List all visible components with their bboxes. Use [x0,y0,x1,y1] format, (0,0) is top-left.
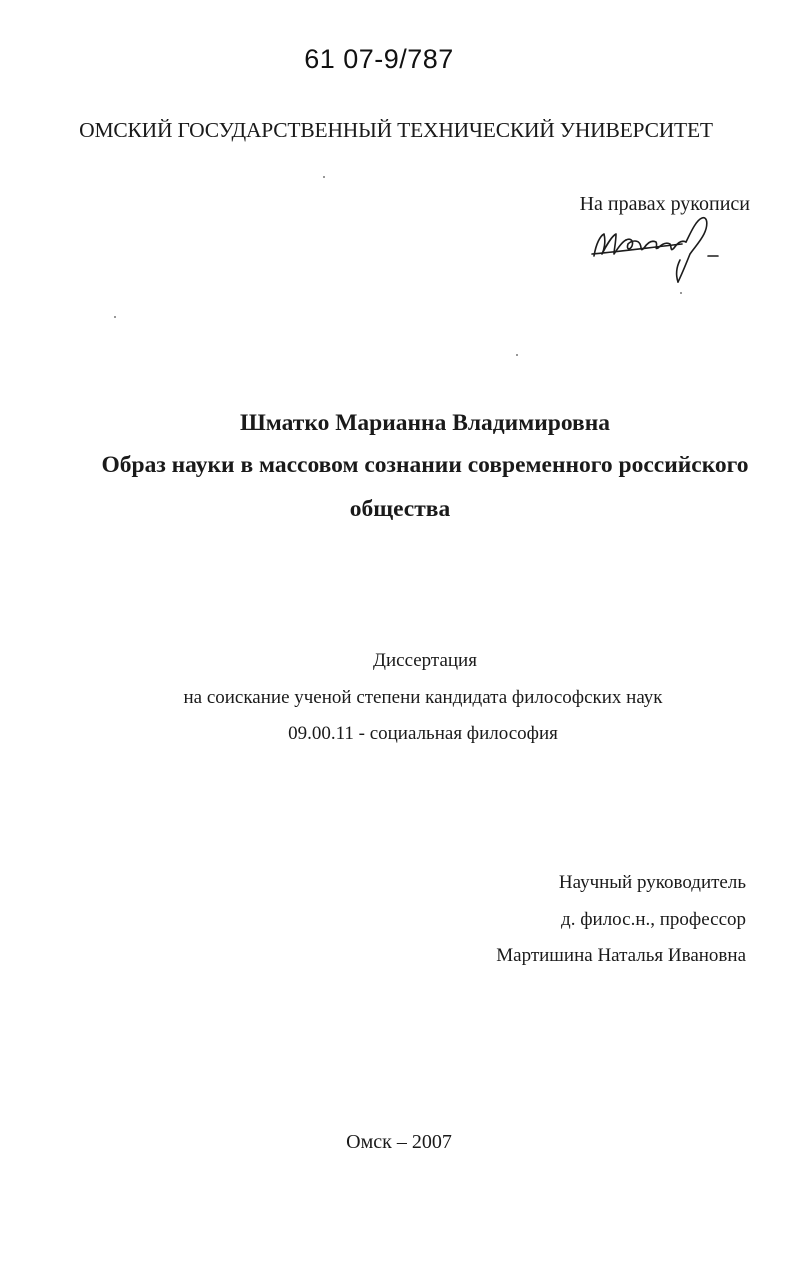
dissertation-title-line-1: Образ науки в массовом сознании современного российского [101,452,749,478]
specialty-code: 09.00.11 - социальная философия [288,723,558,744]
supervisor-role: Научный руководитель [558,872,746,893]
handwritten-signature [586,214,736,286]
signature-stroke-4 [678,218,707,282]
scan-speck [680,292,682,294]
dissertation-title-line-2: общества [349,496,451,522]
scan-speck [323,176,325,178]
university-name: ОМСКИЙ ГОСУДАРСТВЕННЫЙ ТЕХНИЧЕСКИЙ УНИВЕРСИТЕТ [79,118,713,142]
degree-statement: на соискание ученой степени кандидата философских наук [183,687,663,708]
supervisor-name: Мартишина Наталья Ивановна [496,945,746,966]
scan-speck [516,354,518,356]
catalog-number: 61 07-9/787 [304,44,454,74]
author-name: Шматко Марианна Владимировна [240,410,610,436]
city-and-year: Омск – 2007 [346,1131,452,1153]
scan-speck [114,316,116,318]
supervisor-degree: д. филос.н., профессор [561,909,746,930]
document-type: Диссертация [373,650,477,671]
manuscript-rights-note: На правах рукописи [579,193,750,215]
